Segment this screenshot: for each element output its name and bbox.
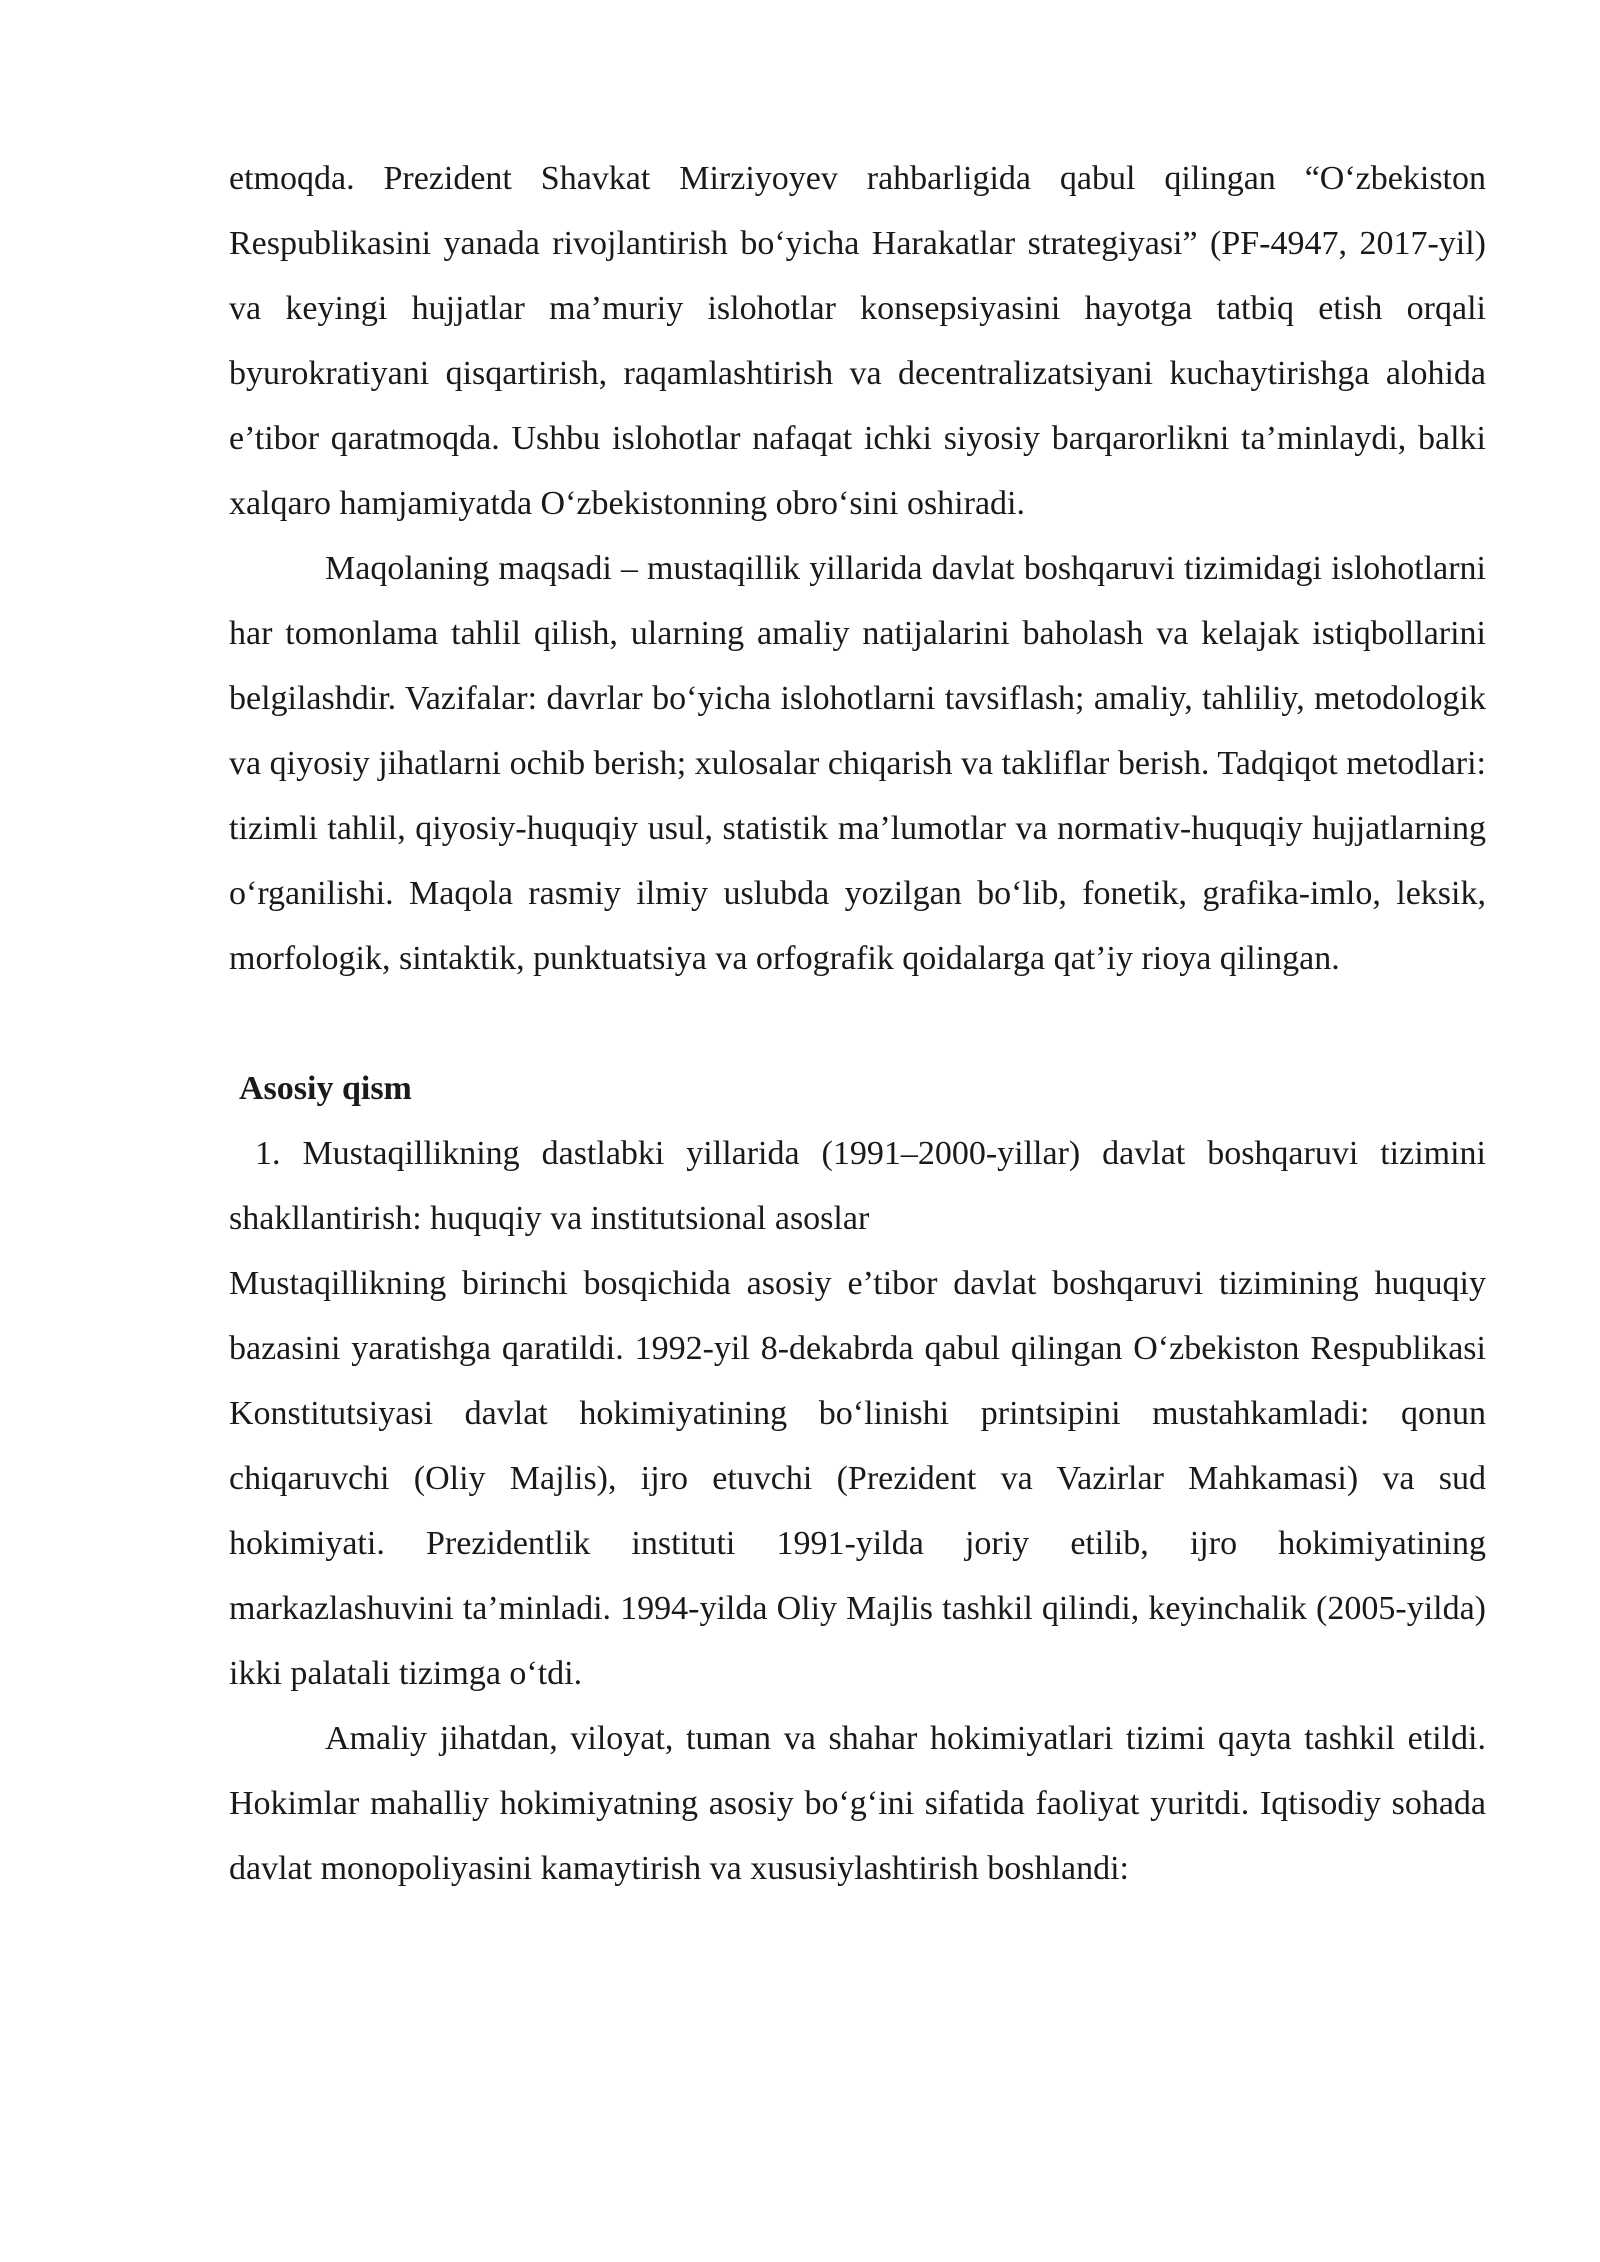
page-content bbox=[229, 146, 1486, 1901]
paragraph-first-stage: Mustaqillikning birinchi bosqichida asosiy e’tibor davlat boshqaruvi tizimining huquqiy bazasini yaratishga qaratildi. 1992-yil 8-dekabrda qabul qilingan O‘zbekiston Respublikasi Konstitutsiyasi davlat hokimiyatining bo‘linishi printsipini mustahkamladi: qonun chiqaruvchi (Oliy Majlis), ijro etuvchi (Prezident va Vazirlar Mahkamasi) va sud hokimiyati. Prezidentlik instituti 1991-yilda joriy etilib, ijro hokimiyatining markazlashuvini ta’minladi. 1994-yilda Oliy Majlis tashkil qilindi, keyinchalik (2005-yilda) ikki palatali tizimga o‘tdi. bbox=[229, 1265, 1486, 1692]
paragraph-aims: Maqolaning maqsadi – mustaqillik yillarida davlat boshqaruvi tizimidagi islohotlarni har tomonlama tahlil qilish, ularning amaliy natijalarini baholash va kelajak istiqbollarini belgilashdir. Vazifalar: davrlar bo‘yicha islohotlarni tavsiflash; amaliy, tahliliy, metodologik va qiyosiy jihatlarni ochib berish; xulosalar chiqarish va takliflar berish. Tadqiqot metodlari: tizimli tahlil, qiyosiy-huquqiy usul, statistik ma’lumotlar va normativ-huquqiy hujjatlarning o‘rganilishi. Maqola rasmiy ilmiy uslubda yozilgan bo‘lib, fonetik, grafika-imlo, leksik, morfologik, sintaktik, punktuatsiya va orfografik qoidalarga qat’iy rioya qilingan. bbox=[229, 550, 1486, 977]
paragraph-practical: Amaliy jihatdan, viloyat, tuman va shahar hokimiyatlari tizimi qayta tashkil etildi. Hokimlar mahalliy hokimiyatning asosiy bo‘g‘ini sifatida faoliyat yuritdi. Iqtisodiy sohada davlat monopoliyasini kamaytirish va xususiylashtirish boshlandi: bbox=[229, 1720, 1486, 1887]
section-spacer bbox=[229, 991, 1486, 1056]
numbered-subheading: 1. Mustaqillikning dastlabki yillarida (1991–2000-yillar) davlat boshqaruvi tizimini shakllantirish: huquqiy va institutsional asoslar bbox=[229, 1135, 1486, 1237]
section-heading: Asosiy qism bbox=[239, 1070, 412, 1107]
paragraph-intro-continuation: etmoqda. Prezident Shavkat Mirziyoyev rahbarligida qabul qilingan “O‘zbekiston Respublikasini yanada rivojlantirish bo‘yicha Harakatlar strategiyasi” (PF-4947, 2017-yil) va keyingi hujjatlar ma’muriy islohotlar konsepsiyasini hayotga tatbiq etish orqali byurokratiyani qisqartirish, raqamlashtirish va decentralizatsiyani kuchaytirishga alohida e’tibor qaratmoqda. Ushbu islohotlar nafaqat ichki siyosiy barqarorlikni ta’minlaydi, balki xalqaro hamjamiyatda O‘zbekistonning obro‘sini oshiradi. bbox=[229, 160, 1486, 522]
